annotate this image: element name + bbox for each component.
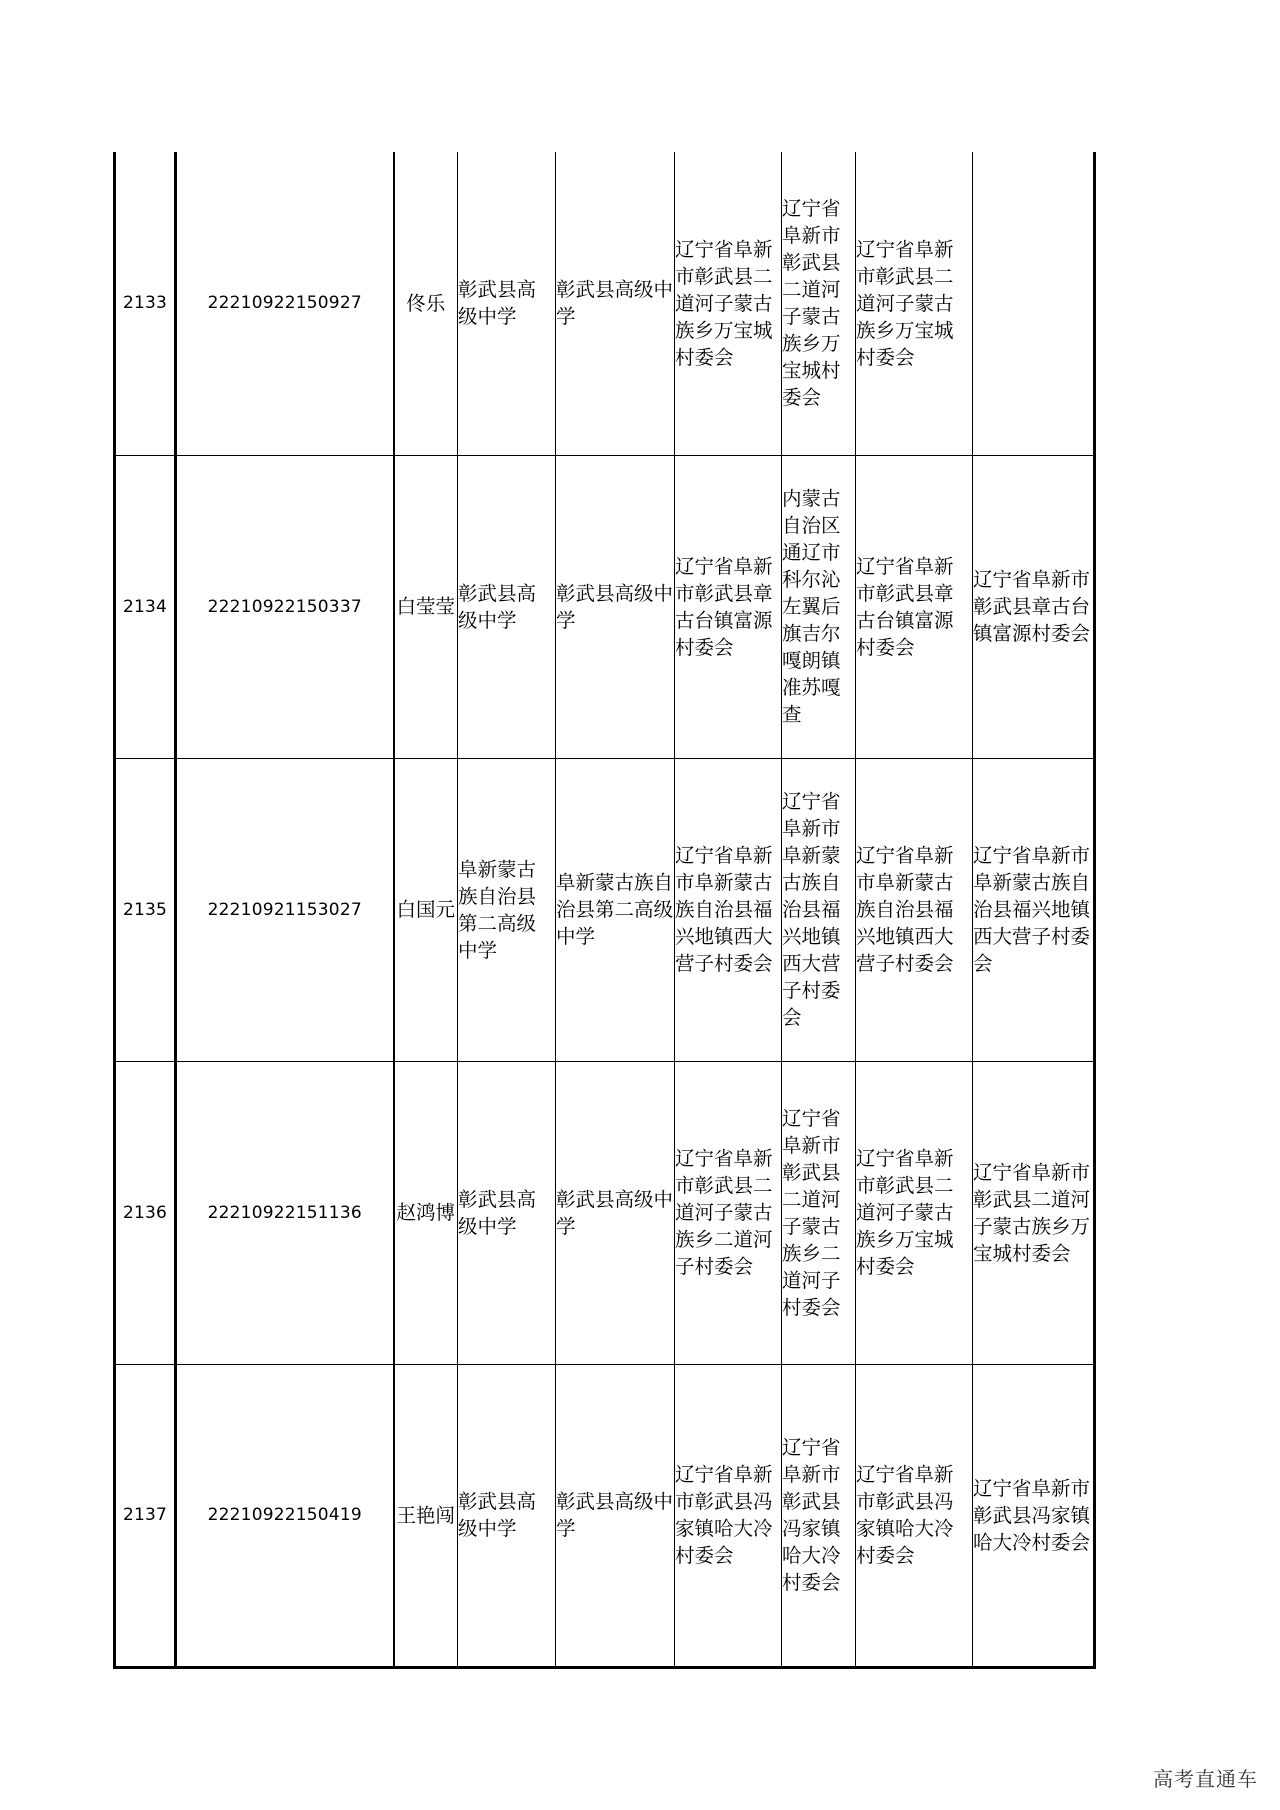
name-cell: 佟乐 — [394, 152, 458, 455]
address-cell-4: 辽宁省阜新市彰武县冯家镇哈大冷村委会 — [973, 1364, 1095, 1667]
address-cell-3: 辽宁省阜新市彰武县冯家镇哈大冷村委会 — [856, 1364, 973, 1667]
address-cell-1: 辽宁省阜新市彰武县冯家镇哈大冷村委会 — [675, 1364, 782, 1667]
name-cell: 赵鸿博 — [394, 1061, 458, 1364]
address-cell-1: 辽宁省阜新市彰武县二道河子蒙古族乡二道河子村委会 — [675, 1061, 782, 1364]
graduation-school-cell: 彰武县高级中学 — [556, 1364, 675, 1667]
records-table — [113, 152, 1096, 1669]
graduation-school-cell: 彰武县高级中学 — [556, 152, 675, 455]
seq-cell: 2136 — [115, 1061, 176, 1364]
address-cell-3: 辽宁省阜新市彰武县二道河子蒙古族乡万宝城村委会 — [856, 152, 973, 455]
address-cell-3: 辽宁省阜新市彰武县二道河子蒙古族乡万宝城村委会 — [856, 1061, 973, 1364]
school-cell: 阜新蒙古族自治县第二高级中学 — [458, 758, 556, 1061]
graduation-school-cell: 彰武县高级中学 — [556, 455, 675, 758]
exam-number-cell: 22210922150337 — [176, 455, 394, 758]
exam-number-cell: 22210922150927 — [176, 152, 394, 455]
seq-cell: 2137 — [115, 1364, 176, 1667]
exam-number-cell: 22210922151136 — [176, 1061, 394, 1364]
address-cell-4 — [973, 152, 1095, 455]
address-cell-1: 辽宁省阜新市彰武县章古台镇富源村委会 — [675, 455, 782, 758]
school-cell: 彰武县高级中学 — [458, 1364, 556, 1667]
address-cell-2: 辽宁省阜新市彰武县二道河子蒙古族乡万宝城村委会 — [782, 152, 856, 455]
name-cell: 白国元 — [394, 758, 458, 1061]
address-cell-3: 辽宁省阜新市阜新蒙古族自治县福兴地镇西大营子村委会 — [856, 758, 973, 1061]
table-row — [115, 1364, 1095, 1667]
school-cell: 彰武县高级中学 — [458, 152, 556, 455]
table-row — [115, 1061, 1095, 1364]
address-cell-2: 辽宁省阜新市阜新蒙古族自治县福兴地镇西大营子村委会 — [782, 758, 856, 1061]
exam-number-cell: 22210921153027 — [176, 758, 394, 1061]
school-cell: 彰武县高级中学 — [458, 1061, 556, 1364]
footer-brand-watermark: 高考直通车 — [1153, 1767, 1258, 1791]
address-cell-1: 辽宁省阜新市阜新蒙古族自治县福兴地镇西大营子村委会 — [675, 758, 782, 1061]
name-cell: 白莹莹 — [394, 455, 458, 758]
address-cell-2: 辽宁省阜新市彰武县二道河子蒙古族乡二道河子村委会 — [782, 1061, 856, 1364]
address-cell-1: 辽宁省阜新市彰武县二道河子蒙古族乡万宝城村委会 — [675, 152, 782, 455]
graduation-school-cell: 彰武县高级中学 — [556, 1061, 675, 1364]
table-row — [115, 758, 1095, 1061]
name-cell: 王艳闯 — [394, 1364, 458, 1667]
seq-cell: 2133 — [115, 152, 176, 455]
address-cell-2: 辽宁省阜新市彰武县冯家镇哈大冷村委会 — [782, 1364, 856, 1667]
table-row — [115, 455, 1095, 758]
address-cell-4: 辽宁省阜新市阜新蒙古族自治县福兴地镇西大营子村委会 — [973, 758, 1095, 1061]
address-cell-3: 辽宁省阜新市彰武县章古台镇富源村委会 — [856, 455, 973, 758]
seq-cell: 2134 — [115, 455, 176, 758]
table-row — [115, 152, 1095, 455]
seq-cell: 2135 — [115, 758, 176, 1061]
exam-number-cell: 22210922150419 — [176, 1364, 394, 1667]
address-cell-2: 内蒙古自治区通辽市科尔沁左翼后旗吉尔嘎朗镇准苏嘎查 — [782, 455, 856, 758]
address-cell-4: 辽宁省阜新市彰武县二道河子蒙古族乡万宝城村委会 — [973, 1061, 1095, 1364]
address-cell-4: 辽宁省阜新市彰武县章古台镇富源村委会 — [973, 455, 1095, 758]
school-cell: 彰武县高级中学 — [458, 455, 556, 758]
graduation-school-cell: 阜新蒙古族自治县第二高级中学 — [556, 758, 675, 1061]
